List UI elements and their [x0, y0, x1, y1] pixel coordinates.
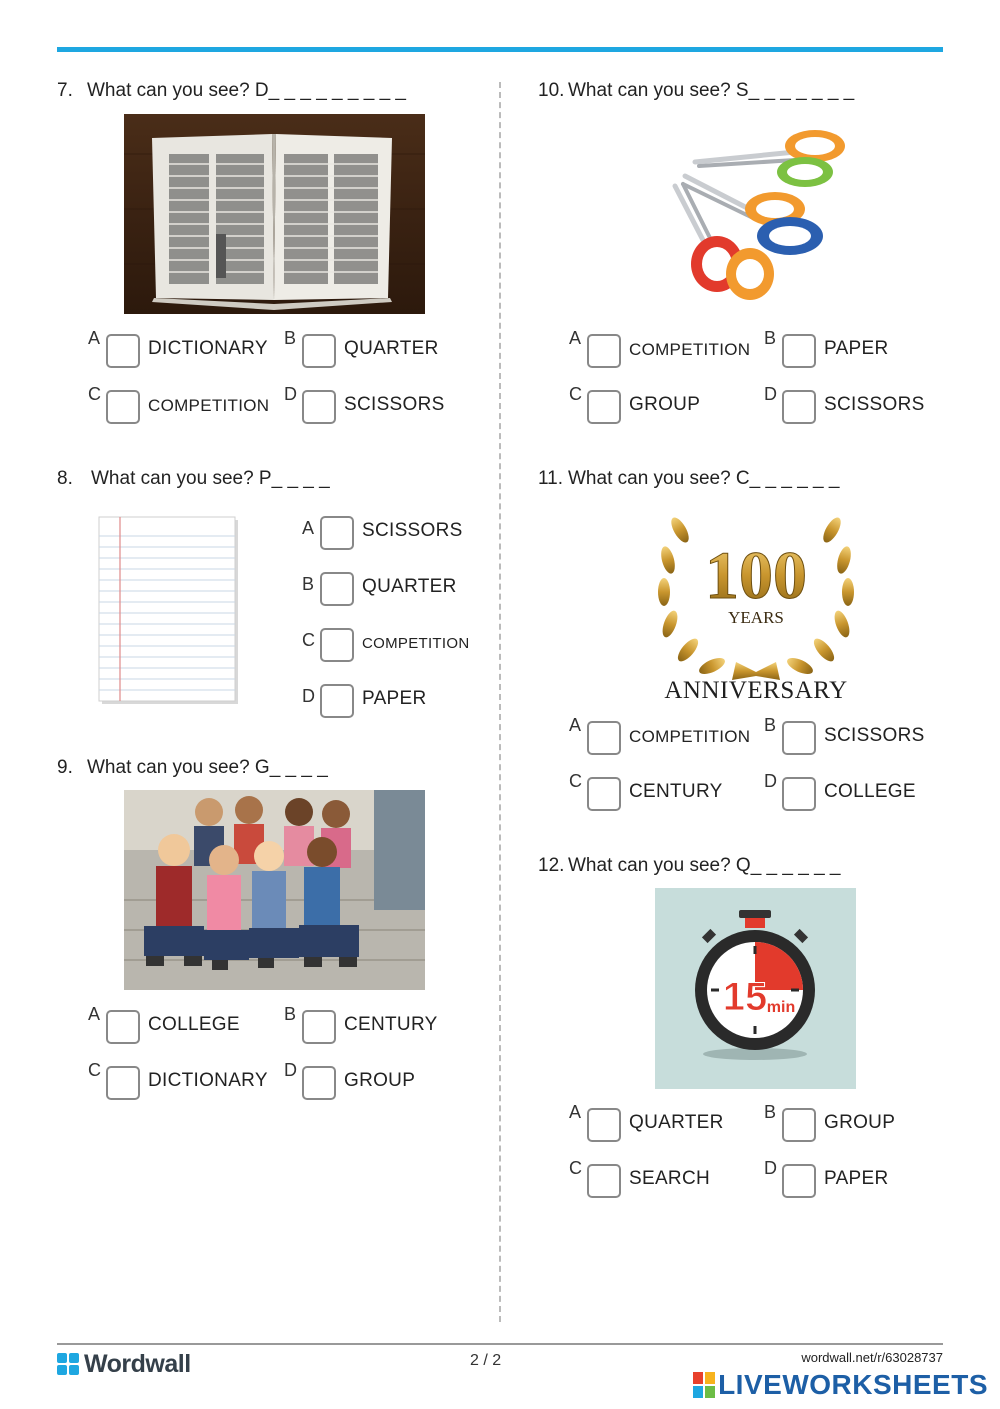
option-letter: C	[88, 1060, 101, 1080]
stopwatch-minutes: 15	[722, 975, 768, 1019]
option-letter: B	[764, 1102, 777, 1122]
answer-checkbox[interactable]	[320, 572, 354, 606]
question-number: 10.	[538, 80, 565, 101]
option-letter: C	[302, 630, 315, 650]
question-7-prompt	[57, 80, 406, 102]
option-letter: C	[569, 771, 582, 791]
option-word: COMPETITION	[362, 635, 470, 652]
answer-checkbox[interactable]	[320, 516, 354, 550]
answer-checkbox[interactable]	[320, 628, 354, 662]
option-letter: C	[88, 384, 101, 404]
option-word: QUARTER	[362, 576, 457, 597]
answer-checkbox[interactable]	[587, 334, 621, 368]
option-word: PAPER	[824, 338, 889, 359]
option-letter: D	[284, 384, 297, 404]
option-letter: B	[302, 574, 315, 594]
liveworksheets-icon	[693, 1372, 715, 1398]
liveworksheets-logo-text: LIVEWORKSHEETS	[718, 1369, 988, 1400]
option-letter: A	[569, 328, 582, 348]
badge-banner: ANNIVERSARY	[664, 677, 848, 704]
option-word: PAPER	[824, 1168, 889, 1189]
option-word: SCISSORS	[824, 394, 925, 415]
answer-checkbox[interactable]	[302, 1010, 336, 1044]
option-word: DICTIONARY	[148, 338, 268, 359]
anniversary-laurel-badge	[650, 500, 862, 705]
option-letter: A	[569, 1102, 582, 1122]
option-letter: B	[764, 715, 777, 735]
question-8-prompt	[57, 468, 330, 490]
group-image	[124, 790, 425, 990]
option-word: GROUP	[629, 394, 701, 415]
badge-number: 100	[705, 537, 807, 613]
answer-checkbox[interactable]	[106, 1066, 140, 1100]
option-letter: D	[764, 384, 777, 404]
lined-paper-sheet	[96, 514, 244, 710]
answer-checkbox[interactable]	[106, 1010, 140, 1044]
scissors-image	[655, 114, 865, 314]
option-word: CENTURY	[344, 1014, 438, 1035]
stopwatch-icon	[655, 888, 856, 1089]
option-word: DICTIONARY	[148, 1070, 268, 1091]
answer-checkbox[interactable]	[106, 334, 140, 368]
wordwall-logo[interactable]	[57, 1350, 191, 1378]
header-accent-bar	[57, 47, 943, 52]
answer-checkbox[interactable]	[782, 1164, 816, 1198]
open-dictionary-photo	[124, 114, 425, 314]
answer-checkbox[interactable]	[587, 390, 621, 424]
answer-checkbox[interactable]	[782, 721, 816, 755]
option-word: QUARTER	[344, 338, 439, 359]
three-scissors	[655, 114, 865, 314]
wordwall-grid-icon	[57, 1353, 79, 1375]
question-12-prompt	[538, 855, 841, 877]
answer-checkbox[interactable]	[782, 390, 816, 424]
answer-checkbox[interactable]	[106, 390, 140, 424]
question-number: 8.	[57, 468, 73, 489]
footer-divider	[57, 1343, 943, 1345]
wordwall-logo-text: Wordwall	[84, 1349, 191, 1378]
question-number: 7.	[57, 80, 73, 101]
question-10-prompt	[538, 80, 854, 102]
option-letter: C	[569, 1158, 582, 1178]
option-letter: A	[302, 518, 315, 538]
question-text: What can you see? S_ _ _ _ _ _ _	[568, 80, 855, 101]
answer-checkbox[interactable]	[587, 1164, 621, 1198]
option-word: COLLEGE	[824, 781, 916, 802]
answer-checkbox[interactable]	[302, 390, 336, 424]
group-of-children-photo	[124, 790, 425, 990]
option-letter: D	[302, 686, 315, 706]
question-number: 12.	[538, 855, 565, 876]
option-letter: B	[284, 328, 297, 348]
option-word: SCISSORS	[362, 520, 463, 541]
option-letter: D	[284, 1060, 297, 1080]
stopwatch-image	[655, 888, 856, 1089]
question-text: What can you see? Q_ _ _ _ _ _	[568, 855, 841, 876]
answer-checkbox[interactable]	[782, 777, 816, 811]
column-divider	[499, 82, 501, 1322]
answer-checkbox[interactable]	[587, 721, 621, 755]
source-url[interactable]: wordwall.net/r/63028737	[801, 1350, 943, 1365]
question-text: What can you see? C_ _ _ _ _ _	[568, 468, 840, 489]
option-word: CENTURY	[629, 781, 723, 802]
option-letter: D	[764, 771, 777, 791]
question-text: What can you see? G_ _ _ _	[87, 757, 328, 778]
answer-checkbox[interactable]	[782, 1108, 816, 1142]
question-number: 9.	[57, 757, 73, 778]
liveworksheets-logo[interactable]	[693, 1369, 988, 1401]
anniversary-image	[650, 500, 862, 705]
option-word: GROUP	[824, 1112, 896, 1133]
answer-checkbox[interactable]	[320, 684, 354, 718]
option-letter: A	[88, 328, 101, 348]
option-word: SCISSORS	[824, 725, 925, 746]
option-word: SEARCH	[629, 1168, 710, 1189]
badge-years: YEARS	[728, 608, 784, 627]
question-number: 11.	[538, 468, 564, 489]
option-word: COMPETITION	[629, 340, 751, 359]
answer-checkbox[interactable]	[587, 1108, 621, 1142]
option-letter: B	[764, 328, 777, 348]
answer-checkbox[interactable]	[302, 1066, 336, 1100]
option-word: PAPER	[362, 688, 427, 709]
option-letter: A	[88, 1004, 101, 1024]
answer-checkbox[interactable]	[782, 334, 816, 368]
dictionary-image	[124, 114, 425, 314]
option-letter: A	[569, 715, 582, 735]
option-word: COLLEGE	[148, 1014, 240, 1035]
option-word: SCISSORS	[344, 394, 445, 415]
option-letter: C	[569, 384, 582, 404]
question-text: What can you see? D_ _ _ _ _ _ _ _ _	[87, 80, 406, 101]
page-indicator: 2 / 2	[470, 1352, 502, 1369]
question-11-prompt	[538, 468, 839, 490]
option-word: QUARTER	[629, 1112, 724, 1133]
question-text: What can you see? P_ _ _ _	[91, 468, 330, 489]
option-word: COMPETITION	[629, 727, 751, 746]
answer-checkbox[interactable]	[587, 777, 621, 811]
answer-checkbox[interactable]	[302, 334, 336, 368]
option-letter: D	[764, 1158, 777, 1178]
option-letter: B	[284, 1004, 297, 1024]
stopwatch-unit: min	[766, 999, 796, 1016]
question-9-prompt	[57, 757, 328, 779]
option-word: GROUP	[344, 1070, 416, 1091]
paper-image	[96, 514, 244, 710]
option-word: COMPETITION	[148, 396, 270, 415]
